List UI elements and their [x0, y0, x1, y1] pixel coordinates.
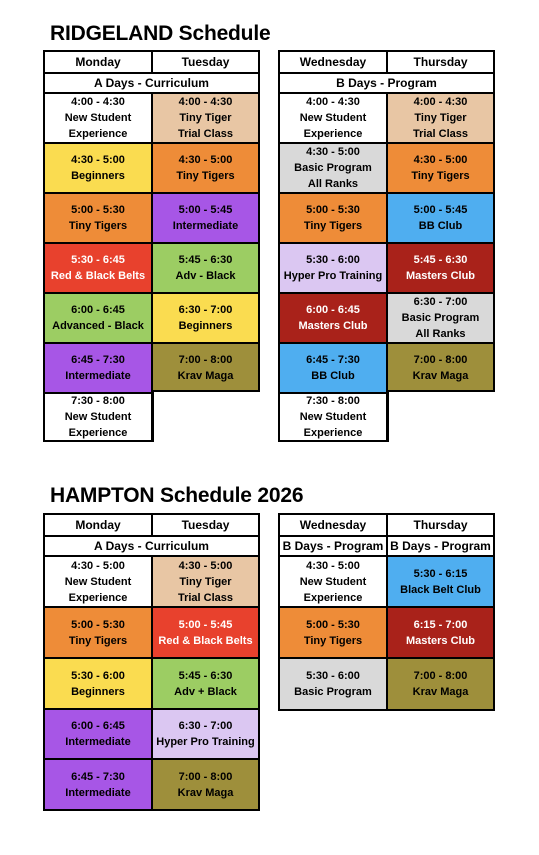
- class-block[interactable]: 7:00 - 8:00 Krav Maga: [153, 344, 258, 392]
- band-b-days: B Days - Program: [280, 74, 493, 92]
- class-block[interactable]: 6:15 - 7:00 Masters Club: [388, 608, 493, 657]
- band-b-days-thursday: B Days - Program: [388, 537, 493, 555]
- header-wednesday: Wednesday: [280, 52, 386, 72]
- class-block[interactable]: 6:30 - 7:00 Beginners: [153, 294, 258, 342]
- class-block[interactable]: 4:30 - 5:00 Beginners: [45, 144, 151, 192]
- divider: [152, 392, 154, 442]
- class-block[interactable]: 5:00 - 5:45 Red & Black Belts: [153, 608, 258, 657]
- class-block[interactable]: 5:00 - 5:45 BB Club: [388, 194, 493, 242]
- hampton-title: HAMPTON Schedule 2026: [50, 484, 304, 507]
- divider: [388, 390, 495, 392]
- header-thursday: Thursday: [388, 515, 493, 535]
- class-block[interactable]: 6:45 - 7:30 BB Club: [280, 344, 386, 392]
- class-block[interactable]: 5:30 - 6:00 Hyper Pro Training: [280, 244, 386, 292]
- class-block[interactable]: 4:30 - 5:00 Tiny Tigers: [388, 144, 493, 192]
- header-thursday: Thursday: [388, 52, 493, 72]
- hampton-b-table: [278, 513, 495, 711]
- class-block[interactable]: 4:00 - 4:30 New Student Experience: [45, 94, 151, 142]
- divider: [153, 390, 260, 392]
- class-block[interactable]: 7:00 - 8:00 Krav Maga: [388, 659, 493, 709]
- class-block[interactable]: 4:30 - 5:00 Tiny Tigers: [153, 144, 258, 192]
- header-tuesday: Tuesday: [153, 515, 258, 535]
- class-block[interactable]: 5:00 - 5:30 Tiny Tigers: [280, 194, 386, 242]
- divider: [387, 392, 389, 442]
- class-block[interactable]: 7:30 - 8:00 New Student Experience: [280, 394, 386, 440]
- class-block[interactable]: 4:30 - 5:00 Tiny Tiger Trial Class: [153, 557, 258, 606]
- class-block[interactable]: 6:45 - 7:30 Intermediate: [45, 760, 151, 809]
- class-block[interactable]: 7:00 - 8:00 Krav Maga: [388, 344, 493, 392]
- class-block[interactable]: 6:30 - 7:00 Hyper Pro Training: [153, 710, 258, 758]
- hampton-ab-table: [43, 513, 260, 811]
- class-block[interactable]: 4:00 - 4:30 Tiny Tiger Trial Class: [153, 94, 258, 142]
- band-b-days-wednesday: B Days - Program: [280, 537, 386, 555]
- class-block[interactable]: 5:30 - 6:00 Beginners: [45, 659, 151, 708]
- class-block[interactable]: 5:00 - 5:30 Tiny Tigers: [45, 608, 151, 657]
- class-block[interactable]: 6:30 - 7:00 Basic Program All Ranks: [388, 294, 493, 342]
- class-block[interactable]: 4:00 - 4:30 Tiny Tiger Trial Class: [388, 94, 493, 142]
- class-block[interactable]: 7:00 - 8:00 Krav Maga: [153, 760, 258, 809]
- class-block[interactable]: 5:30 - 6:15 Black Belt Club: [388, 557, 493, 606]
- ridgeland-ab-table: [43, 50, 260, 442]
- ridgeland-b-table: [278, 50, 495, 442]
- band-a-days: A Days - Curriculum: [45, 537, 258, 555]
- ridgeland-title: RIDGELAND Schedule: [50, 22, 271, 45]
- header-monday: Monday: [45, 515, 151, 535]
- class-block[interactable]: 5:30 - 6:00 Basic Program: [280, 659, 386, 709]
- class-block[interactable]: 5:45 - 6:30 Adv + Black: [153, 659, 258, 708]
- empty-area: [153, 392, 261, 444]
- empty-area: [388, 392, 496, 444]
- class-block[interactable]: 6:00 - 6:45 Advanced - Black: [45, 294, 151, 342]
- header-monday: Monday: [45, 52, 151, 72]
- class-block[interactable]: 5:00 - 5:30 Tiny Tigers: [280, 608, 386, 657]
- class-block[interactable]: 5:45 - 6:30 Masters Club: [388, 244, 493, 292]
- class-block[interactable]: 6:45 - 7:30 Intermediate: [45, 344, 151, 392]
- class-block[interactable]: 4:30 - 5:00 Basic Program All Ranks: [280, 144, 386, 192]
- header-tuesday: Tuesday: [153, 52, 258, 72]
- class-block[interactable]: 5:00 - 5:30 Tiny Tigers: [45, 194, 151, 242]
- class-block[interactable]: 5:45 - 6:30 Adv - Black: [153, 244, 258, 292]
- class-block[interactable]: 7:30 - 8:00 New Student Experience: [45, 394, 151, 440]
- class-block[interactable]: 4:30 - 5:00 New Student Experience: [280, 557, 386, 606]
- band-a-days: A Days - Curriculum: [45, 74, 258, 92]
- header-wednesday: Wednesday: [280, 515, 386, 535]
- class-block[interactable]: 5:30 - 6:45 Red & Black Belts: [45, 244, 151, 292]
- class-block[interactable]: 4:30 - 5:00 New Student Experience: [45, 557, 151, 606]
- class-block[interactable]: 4:00 - 4:30 New Student Experience: [280, 94, 386, 142]
- class-block[interactable]: 5:00 - 5:45 Intermediate: [153, 194, 258, 242]
- class-block[interactable]: 6:00 - 6:45 Masters Club: [280, 294, 386, 342]
- class-block[interactable]: 6:00 - 6:45 Intermediate: [45, 710, 151, 758]
